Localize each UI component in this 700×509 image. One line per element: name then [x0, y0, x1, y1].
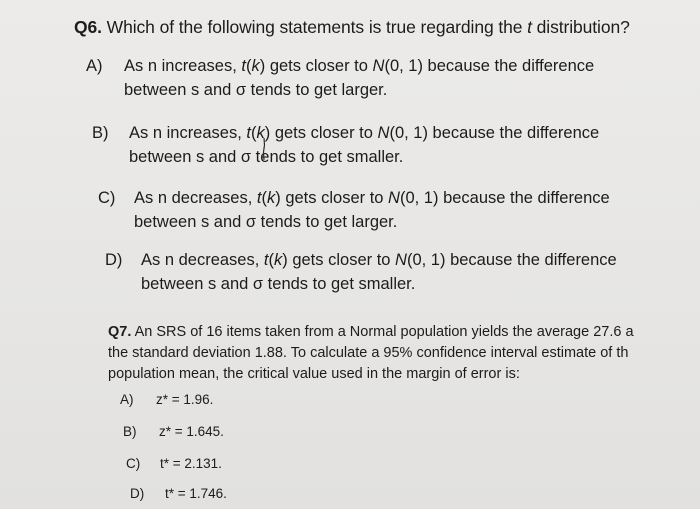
q6-number: Q6. [74, 17, 102, 37]
option-letter: B) [123, 424, 137, 439]
option-letter: D) [105, 251, 123, 269]
option-letter: C) [98, 189, 116, 207]
option-line-2: between s and σ tends to get smaller. [141, 275, 416, 293]
option-line-2: between s and σ tends to get larger. [124, 81, 388, 99]
q6-text-before: Which of the following statements is true regarding the [101, 17, 528, 37]
q7-line-2: the standard deviation 1.88. To calculate a 95% confidence interval estimate of th [108, 345, 629, 361]
option-letter: A) [86, 57, 103, 75]
q6-question [74, 17, 630, 38]
q6-text-after: distribution? [531, 17, 630, 37]
option-line-2: between s and σ tends to get smaller. [129, 148, 404, 166]
option-line-1: As n decreases, t(k) gets closer to N(0, 1) because the difference [141, 251, 617, 269]
option-line-1: As n decreases, t(k) gets closer to N(0, 1) because the difference [134, 189, 610, 207]
option-line-2: between s and σ tends to get larger. [134, 213, 398, 231]
option-text: t* = 2.131. [160, 456, 222, 471]
q6-text-italic: t [527, 17, 532, 37]
option-letter: D) [130, 486, 145, 501]
option-text: z* = 1.96. [156, 392, 214, 407]
option-line-1: As n increases, t(k) gets closer to N(0, 1) because the difference [124, 57, 595, 75]
option-letter: B) [92, 124, 109, 142]
pencil-mark-icon [261, 137, 267, 161]
option-line-1: As n increases, t(k) gets closer to N(0, 1) because the difference [129, 124, 600, 142]
option-letter: A) [120, 392, 134, 407]
option-text: z* = 1.645. [159, 424, 224, 439]
option-letter: C) [126, 456, 141, 471]
option-text: t* = 1.746. [165, 486, 227, 501]
q7-line-3: population mean, the critical value used in the margin of error is: [108, 366, 520, 382]
q7-line-1: Q7. An SRS of 16 items taken from a Normal population yields the average 27.6 a [108, 324, 634, 340]
q7-number: Q7. [108, 324, 132, 340]
